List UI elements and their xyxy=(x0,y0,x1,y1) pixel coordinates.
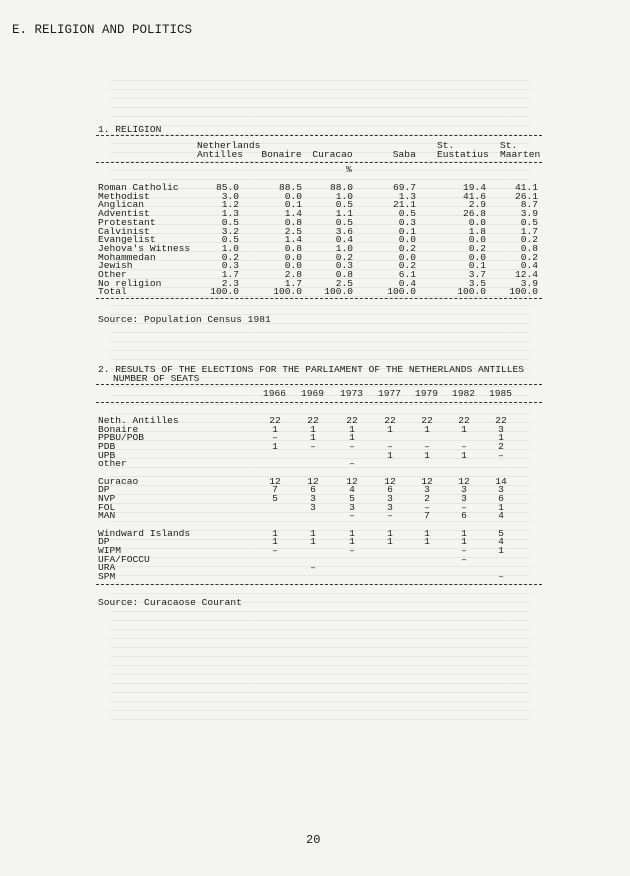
table-cell: 12 xyxy=(346,475,358,487)
table-cell: 3.5 xyxy=(468,277,486,289)
table-cell: 2.9 xyxy=(468,199,486,211)
table-cell: 6 xyxy=(310,484,316,496)
table-row xyxy=(0,459,630,468)
table-cell: 0.5 xyxy=(335,216,353,228)
row-label: Jehova's Witness xyxy=(98,242,191,254)
table-cell: 4 xyxy=(498,536,504,548)
table-cell: – xyxy=(461,545,467,557)
table-cell: 19.4 xyxy=(462,182,486,193)
divider xyxy=(96,162,542,163)
table-cell: 3.6 xyxy=(335,225,353,237)
row-label: Methodist xyxy=(98,190,150,202)
divider xyxy=(96,384,542,385)
table-cell: 0.3 xyxy=(221,260,239,272)
elections-source: Source: Curacaose Courant xyxy=(98,597,242,608)
table-cell: 0.4 xyxy=(520,260,538,272)
table-cell: 1 xyxy=(387,536,393,548)
table-cell: 3 xyxy=(387,493,393,505)
table-cell: 26.8 xyxy=(462,208,486,220)
table-cell: – xyxy=(461,441,467,452)
table-row xyxy=(0,442,630,451)
table-cell: 0.5 xyxy=(520,216,538,228)
table-cell: 3 xyxy=(387,501,393,513)
table-cell: 0.0 xyxy=(468,216,486,228)
table-cell: 100.0 xyxy=(387,286,416,298)
table-cell: 3.7 xyxy=(468,269,486,280)
table-cell: 0.5 xyxy=(335,199,353,211)
table-cell: 5 xyxy=(498,527,504,539)
table-cell: 100.0 xyxy=(324,286,353,298)
table-cell: 0.2 xyxy=(520,234,538,246)
table-cell: 22 xyxy=(495,415,507,426)
column-header: Netherlands xyxy=(197,140,261,151)
divider xyxy=(96,402,542,403)
table-row xyxy=(0,563,630,572)
year-header: 1969 xyxy=(301,388,325,399)
section-title: E. RELIGION AND POLITICS xyxy=(12,23,193,37)
row-label: Anglican xyxy=(98,199,145,211)
table-cell: 1.2 xyxy=(221,199,239,211)
row-label: Windward Islands xyxy=(98,527,191,539)
table-cell: 0.8 xyxy=(335,269,353,280)
table-cell: – xyxy=(272,545,278,557)
table-cell: 0.0 xyxy=(284,251,302,263)
column-header: Maarten xyxy=(500,149,541,160)
table-cell: 88.0 xyxy=(329,182,353,193)
year-header: 1985 xyxy=(489,388,513,399)
table-cell: 0.1 xyxy=(284,199,302,211)
table-cell: – xyxy=(349,510,355,522)
table-cell: 0.3 xyxy=(398,216,416,228)
table-cell: 3 xyxy=(310,501,316,513)
row-label: Mohammedan xyxy=(98,251,156,263)
table-cell: 1.0 xyxy=(221,242,239,254)
table-cell: 7 xyxy=(424,510,430,522)
table-cell: 2 xyxy=(498,441,504,452)
table-cell: 21.1 xyxy=(392,199,416,211)
table-cell: 1 xyxy=(498,501,504,513)
table-cell: – xyxy=(424,501,430,513)
row-label: Total xyxy=(98,286,127,298)
bleed-through-background xyxy=(110,80,530,720)
year-header: 1979 xyxy=(415,388,439,399)
table-cell: 3 xyxy=(461,484,467,496)
table-cell: 0.8 xyxy=(284,242,302,254)
table-cell: – xyxy=(349,545,355,557)
table-cell: 88.5 xyxy=(278,182,302,193)
table-cell: 0.2 xyxy=(520,251,538,263)
table-cell: 1 xyxy=(272,423,278,435)
table-cell: – xyxy=(424,441,430,452)
table-cell: 0.0 xyxy=(398,251,416,263)
year-header: 1966 xyxy=(263,388,287,399)
table-cell: 0.1 xyxy=(468,260,486,272)
table-cell: 6 xyxy=(387,484,393,496)
table-cell: – xyxy=(310,562,316,574)
table-cell: 4 xyxy=(498,510,504,522)
column-header: St. xyxy=(437,140,455,151)
table-cell: 1.7 xyxy=(284,277,302,289)
table-cell: 100.0 xyxy=(509,286,538,298)
row-label: MAN xyxy=(98,510,116,522)
table-cell: – xyxy=(272,432,278,444)
table-cell: 12 xyxy=(384,475,396,487)
table-cell: 41.1 xyxy=(514,182,538,193)
table-cell: 0.4 xyxy=(398,277,416,289)
row-label: Other xyxy=(98,269,127,280)
table-cell: 22 xyxy=(458,415,470,426)
table-cell: 1 xyxy=(498,545,504,557)
table-cell: 1.3 xyxy=(398,190,416,202)
table-row xyxy=(0,511,630,520)
column-header: Antilles xyxy=(197,149,244,160)
table-cell: – xyxy=(498,449,504,461)
table-row xyxy=(0,546,630,555)
year-header: 1977 xyxy=(378,388,402,399)
table-cell: 2 xyxy=(424,493,430,505)
table-cell: 3 xyxy=(424,484,430,496)
table-cell: 1 xyxy=(272,527,278,539)
table-cell: 100.0 xyxy=(457,286,486,298)
divider xyxy=(96,298,542,299)
row-label: Bonaire xyxy=(98,423,139,435)
table-row xyxy=(0,451,630,460)
table-cell: – xyxy=(461,501,467,513)
table-cell: – xyxy=(387,510,393,522)
table-cell: 0.2 xyxy=(468,242,486,254)
table-cell: 100.0 xyxy=(210,286,239,298)
table-cell: 69.7 xyxy=(392,182,416,193)
table-cell: 4 xyxy=(349,484,355,496)
table-cell: – xyxy=(349,441,355,452)
table-cell: 5 xyxy=(272,493,278,505)
table-cell: 0.8 xyxy=(284,216,302,228)
table-cell: 12.4 xyxy=(514,269,538,280)
row-label: Evangelist xyxy=(98,234,156,246)
table-cell: 1.4 xyxy=(284,234,302,246)
elections-table-heading: 2. RESULTS OF THE ELECTIONS FOR THE PARLIAMENT OF THE NETHERLANDS ANTILLES xyxy=(98,364,525,375)
row-label: Protestant xyxy=(98,216,156,228)
table-cell: 1.8 xyxy=(468,225,486,237)
table-cell: 22 xyxy=(269,415,281,426)
religion-source: Source: Population Census 1981 xyxy=(98,314,271,325)
table-cell: 1 xyxy=(349,527,355,539)
table-cell: 3 xyxy=(349,501,355,513)
table-cell: 0.0 xyxy=(468,251,486,263)
table-cell: 1 xyxy=(310,423,316,435)
table-cell: 3.2 xyxy=(221,225,239,237)
table-cell: – xyxy=(349,458,355,470)
table-cell: 12 xyxy=(458,475,470,487)
table-cell: 1.4 xyxy=(284,208,302,220)
column-header: Saba xyxy=(392,149,416,160)
row-label: WIPM xyxy=(98,545,122,557)
table-cell: 1 xyxy=(461,536,467,548)
table-row xyxy=(0,503,630,512)
table-cell: 1 xyxy=(349,536,355,548)
row-label: other xyxy=(98,458,127,470)
table-cell: – xyxy=(498,571,504,583)
table-cell: 1.1 xyxy=(335,208,353,220)
row-label: NVP xyxy=(98,493,116,505)
table-cell: 3 xyxy=(498,423,504,435)
table-cell: 1.0 xyxy=(335,190,353,202)
row-label: No religion xyxy=(98,277,162,289)
row-label: DP xyxy=(98,484,110,496)
table-cell: 1 xyxy=(272,536,278,548)
table-cell: 1 xyxy=(387,449,393,461)
table-cell: 1 xyxy=(349,432,355,444)
table-cell: 0.0 xyxy=(398,234,416,246)
religion-table-heading: 1. RELIGION xyxy=(98,124,162,135)
table-cell: 3 xyxy=(461,493,467,505)
table-cell: 5 xyxy=(349,493,355,505)
divider xyxy=(96,584,542,585)
row-label: PDB xyxy=(98,441,116,452)
table-cell: 2.3 xyxy=(221,277,239,289)
row-label: DP xyxy=(98,536,110,548)
table-cell: 6 xyxy=(461,510,467,522)
row-label: URA xyxy=(98,562,116,574)
year-header: 1982 xyxy=(452,388,476,399)
table-cell: 1 xyxy=(424,449,430,461)
table-cell: 1 xyxy=(349,423,355,435)
table-cell: 7 xyxy=(272,484,278,496)
table-cell: 3 xyxy=(498,484,504,496)
table-cell: 12 xyxy=(307,475,319,487)
row-label: Adventist xyxy=(98,208,150,220)
table-cell: 26.1 xyxy=(514,190,538,202)
table-cell: 3.9 xyxy=(520,277,538,289)
row-label: UPB xyxy=(98,449,116,461)
row-label: UFA/FOCCU xyxy=(98,553,150,565)
row-label: Jewish xyxy=(98,260,133,272)
table-cell: 1 xyxy=(310,527,316,539)
table-cell: 0.2 xyxy=(398,260,416,272)
table-cell: 22 xyxy=(384,415,396,426)
table-cell: 1.7 xyxy=(520,225,538,237)
table-cell: 1 xyxy=(272,441,278,452)
column-header: Bonaire xyxy=(261,149,302,160)
table-cell: 0.2 xyxy=(221,251,239,263)
table-cell: 2.5 xyxy=(284,225,302,237)
table-cell: 8.7 xyxy=(520,199,538,211)
table-cell: 3.0 xyxy=(221,190,239,202)
table-cell: 1 xyxy=(424,423,430,435)
row-label: PPBU/POB xyxy=(98,432,145,444)
table-cell: 3.9 xyxy=(520,208,538,220)
table-cell: – xyxy=(310,441,316,452)
divider xyxy=(96,135,542,136)
table-cell: 0.0 xyxy=(284,190,302,202)
row-label: SPM xyxy=(98,571,116,583)
table-cell: 22 xyxy=(421,415,433,426)
table-cell: 1.7 xyxy=(221,269,239,280)
table-cell: 1 xyxy=(461,423,467,435)
table-cell: 1 xyxy=(461,527,467,539)
row-label: FOL xyxy=(98,501,116,513)
unit-label: % xyxy=(346,164,352,175)
table-cell: 1 xyxy=(424,527,430,539)
table-cell: – xyxy=(461,553,467,565)
column-header: St. xyxy=(500,140,518,151)
table-cell: 0.5 xyxy=(221,216,239,228)
table-cell: 0.5 xyxy=(398,208,416,220)
table-cell: 0.4 xyxy=(335,234,353,246)
table-cell: 0.0 xyxy=(284,260,302,272)
table-row xyxy=(0,537,630,546)
column-header: Curacao xyxy=(312,149,353,160)
row-label: Neth. Antilles xyxy=(98,415,179,426)
table-cell: 0.2 xyxy=(335,251,353,263)
table-cell: 1 xyxy=(498,432,504,444)
table-cell: 0.0 xyxy=(468,234,486,246)
table-row xyxy=(0,287,630,296)
table-cell: 0.3 xyxy=(335,260,353,272)
table-cell: 1 xyxy=(310,536,316,548)
row-label: Curacao xyxy=(98,475,139,487)
table-cell: 6.1 xyxy=(398,269,416,280)
table-cell: 1 xyxy=(424,536,430,548)
table-cell: 12 xyxy=(269,475,281,487)
row-label: Calvinist xyxy=(98,225,150,237)
table-cell: 14 xyxy=(495,475,507,487)
table-cell: 100.0 xyxy=(273,286,302,298)
table-cell: 2.5 xyxy=(335,277,353,289)
elections-table-subheading: NUMBER OF SEATS xyxy=(113,373,200,384)
table-cell: 0.8 xyxy=(520,242,538,254)
table-cell: 3 xyxy=(310,493,316,505)
table-cell: 1 xyxy=(387,527,393,539)
table-cell: 0.2 xyxy=(398,242,416,254)
table-cell: 1.0 xyxy=(335,242,353,254)
table-cell: 0.5 xyxy=(221,234,239,246)
year-header: 1973 xyxy=(340,388,364,399)
table-cell: 6 xyxy=(498,493,504,505)
table-cell: 12 xyxy=(421,475,433,487)
table-cell: 1 xyxy=(310,432,316,444)
table-cell: 0.1 xyxy=(398,225,416,237)
table-cell: 1 xyxy=(461,449,467,461)
table-cell: 22 xyxy=(307,415,319,426)
row-label: Roman Catholic xyxy=(98,182,179,193)
table-cell: 41.6 xyxy=(462,190,486,202)
column-header: Eustatius xyxy=(437,149,489,160)
table-row xyxy=(0,572,630,581)
table-cell: 2.8 xyxy=(284,269,302,280)
table-cell: 22 xyxy=(346,415,358,426)
table-cell: 1.3 xyxy=(221,208,239,220)
table-cell: 85.0 xyxy=(215,182,239,193)
page-number: 20 xyxy=(306,833,321,847)
table-cell: 1 xyxy=(387,423,393,435)
table-cell: – xyxy=(387,441,393,452)
